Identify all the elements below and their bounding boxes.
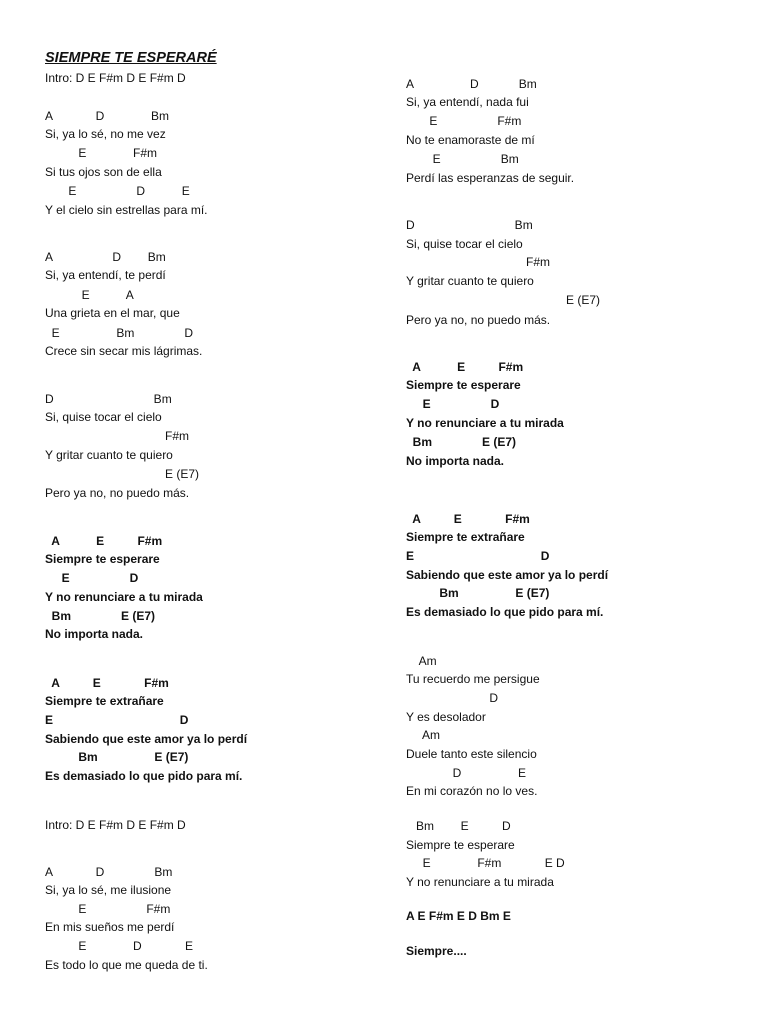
chord-line: D Bm [406, 218, 533, 232]
lyric-line: Si, ya lo sé, me ilusione [45, 883, 172, 897]
lyric-line: Y el cielo sin estrellas para mí. [45, 203, 208, 217]
chord-line: D E [406, 766, 527, 780]
lyric-line: Y no renunciare a tu mirada [406, 875, 554, 889]
lyric-line: Pero ya no, no puedo más. [406, 313, 551, 327]
chorus-lyric-line: Y no renunciare a tu mirada [45, 590, 203, 604]
chorus-chord-line: Bm E (E7) [406, 435, 517, 449]
lyric-line: No te enamoraste de mí [406, 133, 535, 147]
chord-line: E Bm D [45, 326, 194, 340]
lyric-line: Y es desolador [406, 710, 486, 724]
chord-line: Am [406, 728, 441, 742]
chord-line: E (E7) [406, 293, 601, 307]
chorus-chord-line: A E F#m [406, 360, 524, 374]
lyric-line: Siempre te esperare [406, 838, 515, 852]
chorus-chord-line: Bm E (E7) [45, 750, 189, 764]
chorus-chord-line: Bm E (E7) [406, 586, 550, 600]
chorus-chord-line: E D [45, 713, 189, 727]
chorus-lyric-line: Siempre te esperare [45, 552, 160, 566]
lyric-line: Y gritar cuanto te quiero [45, 448, 173, 462]
lyric-line: Si, ya lo sé, no me vez [45, 127, 166, 141]
lyric-line: Si tus ojos son de ella [45, 165, 162, 179]
chord-line: E A [45, 288, 134, 302]
chord-line: F#m [45, 429, 190, 443]
lyric-line: Perdí las esperanzas de seguir. [406, 171, 575, 185]
lyric-line: Si, ya entendí, te perdí [45, 268, 166, 282]
chord-line: E D E [45, 184, 190, 198]
chorus-lyric-line: Es demasiado lo que pido para mí. [45, 769, 243, 783]
chorus-chord-line: A E F#m [45, 676, 169, 690]
lyric-line: Pero ya no, no puedo más. [45, 486, 190, 500]
chord-line: A D Bm [45, 109, 170, 123]
lyric-line: En mi corazón no lo ves. [406, 784, 538, 798]
chord-line: D [406, 691, 499, 705]
chorus-lyric-line: Sabiendo que este amor ya lo perdí [406, 568, 609, 582]
lyric-line: Si, ya entendí, nada fui [406, 95, 529, 109]
chord-line: E F#m [406, 114, 522, 128]
outro-lyric-line: Siempre.... [406, 944, 467, 958]
chorus-lyric-line: Es demasiado lo que pido para mí. [406, 605, 604, 619]
chord-line: E D E [45, 939, 194, 953]
chorus-lyric-line: Siempre te extrañare [45, 694, 164, 708]
chorus-chord-line: A E F#m [406, 512, 530, 526]
chord-line: A D Bm [45, 865, 173, 879]
intro-line: Intro: D E F#m D E F#m D [45, 71, 186, 85]
chorus-lyric-line: Siempre te esperare [406, 378, 521, 392]
chord-line: A D Bm [406, 77, 537, 91]
chorus-chord-line: Bm E (E7) [45, 609, 156, 623]
chorus-lyric-line: No importa nada. [45, 627, 144, 641]
lyric-line: Crece sin secar mis lágrimas. [45, 344, 203, 358]
lyric-line: Y gritar cuanto te quiero [406, 274, 534, 288]
lyric-line: Tu recuerdo me persigue [406, 672, 540, 686]
lyric-line: Duele tanto este silencio [406, 747, 537, 761]
lyric-line: Si, quise tocar el cielo [406, 237, 523, 251]
chord-line: E F#m [45, 902, 171, 916]
chorus-lyric-line: Sabiendo que este amor ya lo perdí [45, 732, 248, 746]
chord-line: E F#m E D [406, 856, 565, 870]
outro-chord-line: A E F#m E D Bm E [406, 909, 511, 923]
lyric-line: En mis sueños me perdí [45, 920, 175, 934]
chord-line: E (E7) [45, 467, 200, 481]
chorus-lyric-line: Siempre te extrañare [406, 530, 525, 544]
chorus-lyric-line: No importa nada. [406, 454, 505, 468]
lyric-line: Si, quise tocar el cielo [45, 410, 162, 424]
chord-line: E Bm [406, 152, 519, 166]
chord-line: F#m [406, 255, 551, 269]
intro-line: Intro: D E F#m D E F#m D [45, 818, 186, 832]
chord-line: Am [406, 654, 437, 668]
chorus-chord-line: E D [45, 571, 139, 585]
lyric-line: Es todo lo que me queda de ti. [45, 958, 208, 972]
song-title: SIEMPRE TE ESPERARÉ [45, 50, 217, 66]
lyric-line: Una grieta en el mar, que [45, 306, 180, 320]
chord-line: Bm E D [406, 819, 511, 833]
chord-line: E F#m [45, 146, 158, 160]
chord-line: A D Bm [45, 250, 166, 264]
chord-line: D Bm [45, 392, 172, 406]
chorus-chord-line: E D [406, 397, 500, 411]
chorus-chord-line: A E F#m [45, 534, 163, 548]
chorus-chord-line: E D [406, 549, 550, 563]
chorus-lyric-line: Y no renunciare a tu mirada [406, 416, 564, 430]
